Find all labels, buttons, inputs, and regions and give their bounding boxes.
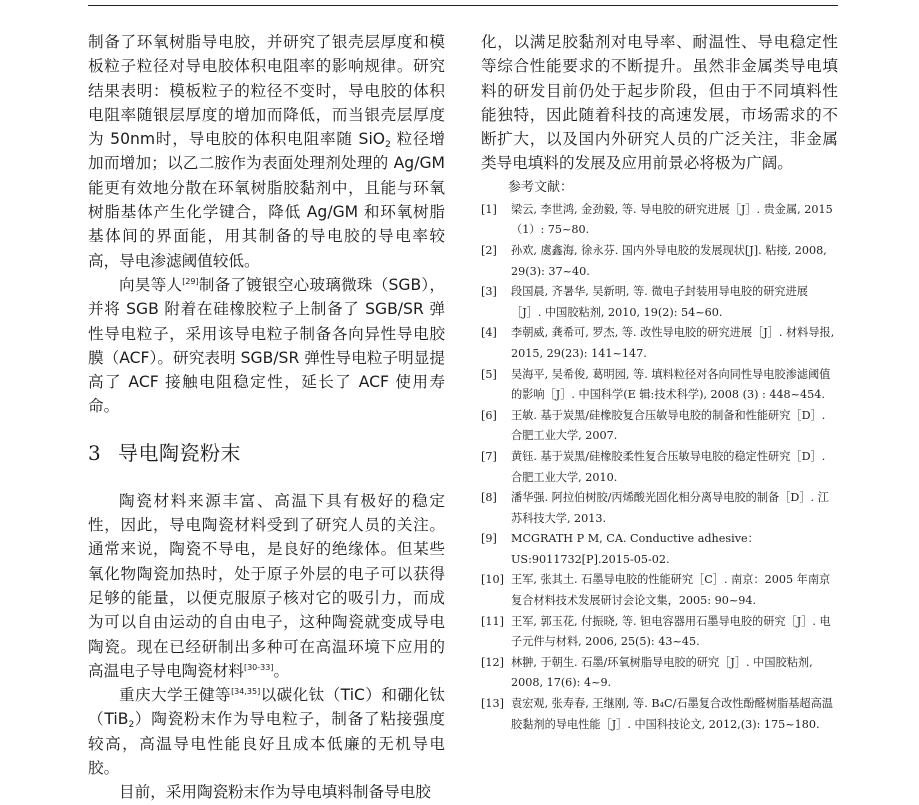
citation: [34,35]: [231, 687, 261, 697]
reference-list: [481, 200, 838, 735]
reference-number: [9]: [481, 532, 497, 546]
paragraph-ceramic-materials: 陶瓷材料来源丰富、高温下具有极好的稳定性，因此，导电陶瓷材料受到了研究人员的关注。通常来说，陶瓷不导电，是良好的绝缘体。但某些氧化物陶瓷加热时，处于原子外层的电子可以获得足够的能量，以便克服原子核对它的吸引力，而成为可以自由运动的自由电子，这种陶瓷就变成导电陶瓷。现在已经研制出多种可在高温环境下应用的高温电子导电陶瓷材料[30-33]。: [88, 491, 445, 680]
reference-item: [481, 282, 838, 323]
reference-text: 梁云, 李世鸿, 金劲毅, 等. 导电胶的研究进展［J］. 贵金属, 2015（1）: 75~80.: [511, 202, 833, 237]
reference-number: [10]: [481, 573, 504, 587]
paragraph-tic-tib2: 重庆大学王健等[34,35]以碳化钛（TiC）和硼化钛（TiB$_2$）陶瓷粉末作为导电粒子，制备了粘接强度较高，高温导电性能良好且成本低廉的无机导电胶。: [88, 686, 445, 778]
reference-number: [8]: [481, 491, 497, 505]
reference-number: [7]: [481, 449, 497, 463]
reference-item: [481, 570, 838, 611]
reference-number: [1]: [481, 202, 497, 216]
reference-text: 林翀, 于朝生. 石墨/环氧树脂导电胶的研究［J］. 中国胶粘剂, 2008, 17(6): 4~9.: [511, 655, 813, 690]
reference-number: [6]: [481, 408, 497, 422]
reference-item: [481, 529, 838, 570]
reference-number: [5]: [481, 367, 497, 381]
reference-item: [481, 241, 838, 282]
reference-item: [481, 488, 838, 529]
reference-text: 吴海平, 吴希俊, 葛明园, 等. 填料粒径对各向同性导电胶渗滤阈值的影响［J］. 中国科学(E 辑:技术科学), 2008 (3) : 448~454.: [511, 367, 831, 402]
reference-number: [2]: [481, 243, 497, 257]
section-heading: [88, 439, 445, 467]
reference-text: 潘华强. 阿拉伯树胶/丙烯酸光固化相分离导电胶的制备［D］. 江苏科技大学, 2013.: [511, 491, 829, 525]
citation: [30-33]: [243, 662, 274, 672]
paragraph-ceramic-filler-intro: 目前，采用陶瓷粉末作为导电填料制备导电胶: [119, 783, 431, 802]
reference-item: [481, 365, 838, 406]
left-column: [88, 30, 445, 805]
reference-number: [3]: [481, 285, 497, 299]
reference-text: 袁宏观, 张寿春, 王继刚, 等. B₄C/石墨复合改性酚醛树脂基超高温胶黏剂的导电性能［J］. 中国科技论文, 2012,(3): 175~180.: [511, 697, 833, 731]
section-number: 3: [88, 440, 102, 465]
paragraph-sgb-sr-particles: 向昊等人[29]制备了镀银空心玻璃微珠（SGB），并将 SGB 附着在硅橡胶粒子上制备了 SGB/SR 弹性导电粒子，采用该导电粒子制备各向异性导电胶膜（ACF）。研究表明 SGB/SR 弹性导电粒子明显提高了 ACF 接触电阻稳定性，延长了 ACF 使用寿命。: [88, 275, 445, 416]
reference-item: [481, 447, 838, 488]
header-rule: [88, 5, 838, 6]
reference-item: [481, 653, 838, 694]
reference-text: 王军, 张其土. 石墨导电胶的性能研究［C］. 南京：2005 年南京复合材料技术发展研讨会论文集，2005: 90~94.: [511, 573, 831, 608]
reference-text: 李朝威, 龚希可, 罗杰, 等. 改性导电胶的研究进展［J］. 材料导报, 2015, 29(23): 141~147.: [511, 326, 835, 360]
reference-item: [481, 694, 838, 735]
paragraph-outlook: 化，以满足胶黏剂对电导率、耐温性、导电稳定性等综合性能要求的不断提升。虽然非金属类导电填料的研发目前仍处于起步阶段，但由于不同填料性能独特，因此随着科技的高速发展，市场需求的不断扩大，以及国内外研究人员的广泛关注，非金属类导电填料的发展及应用前景必将极为广阔。: [481, 33, 838, 173]
reference-number: [4]: [481, 326, 497, 340]
reference-number: [12]: [481, 655, 504, 669]
reference-item: [481, 406, 838, 447]
reference-text: 黄钰. 基于炭黑/硅橡胶柔性复合压敏导电胶的稳定性研究［D］. 合肥工业大学, 2010.: [511, 449, 826, 484]
reference-number: [13]: [481, 697, 504, 711]
reference-item: [481, 323, 838, 364]
reference-item: [481, 200, 838, 241]
reference-text: 段国晨, 齐暑华, 吴新明, 等. 微电子封装用导电胶的研究进展［J］. 中国胶粘剂, 2010, 19(2): 54~60.: [511, 285, 808, 319]
citation: [29]: [182, 276, 199, 286]
references-title: 参考文献：: [508, 179, 574, 195]
reference-item: [481, 612, 838, 653]
reference-text: 王军, 郭玉花, 付振晓, 等. 钽电容器用石墨导电胶的研究［J］. 电子元件与材料, 2006, 25(5): 43~45.: [511, 614, 831, 649]
section-title: 导电陶瓷粉末: [118, 440, 241, 465]
reference-text: 王敏. 基于炭黑/硅橡胶复合压敏导电胶的制备和性能研究［D］. 合肥工业大学, 2007.: [511, 408, 826, 443]
right-column: [481, 30, 838, 735]
reference-number: [11]: [481, 614, 504, 628]
reference-text: 孙欢, 虞鑫海, 徐永芬. 国内外导电胶的发展现状[J]. 粘接, 2008, 29(3): 37~40.: [511, 243, 827, 278]
reference-text: MCGRATH P M, CA. Conductive adhesive：US:9011732[P].2015-05-02.: [511, 532, 759, 566]
paragraph-ag-gm-conductive-adhesive: 制备了环氧树脂导电胶，并研究了银壳层厚度和模板粒子粒径对导电胶体积电阻率的影响规律。研究结果表明：模板粒子的粒径不变时，导电胶的体积电阻率随银层厚度的增加而降低，而当银壳层厚度为 50nm时，导电胶的体积电阻率随 SiO$_2$ 粒径增加而增加；以乙二胺作为表面处理剂处理的 Ag/GM 能更有效地分散在环氧树脂胶黏剂中，且能与环氧树脂基体产生化学键合，降低 Ag/GM 和环氧树脂基体间的界面能，用其制备的导电胶的导电率较高，导电渗滤阈值较低。: [88, 33, 445, 270]
